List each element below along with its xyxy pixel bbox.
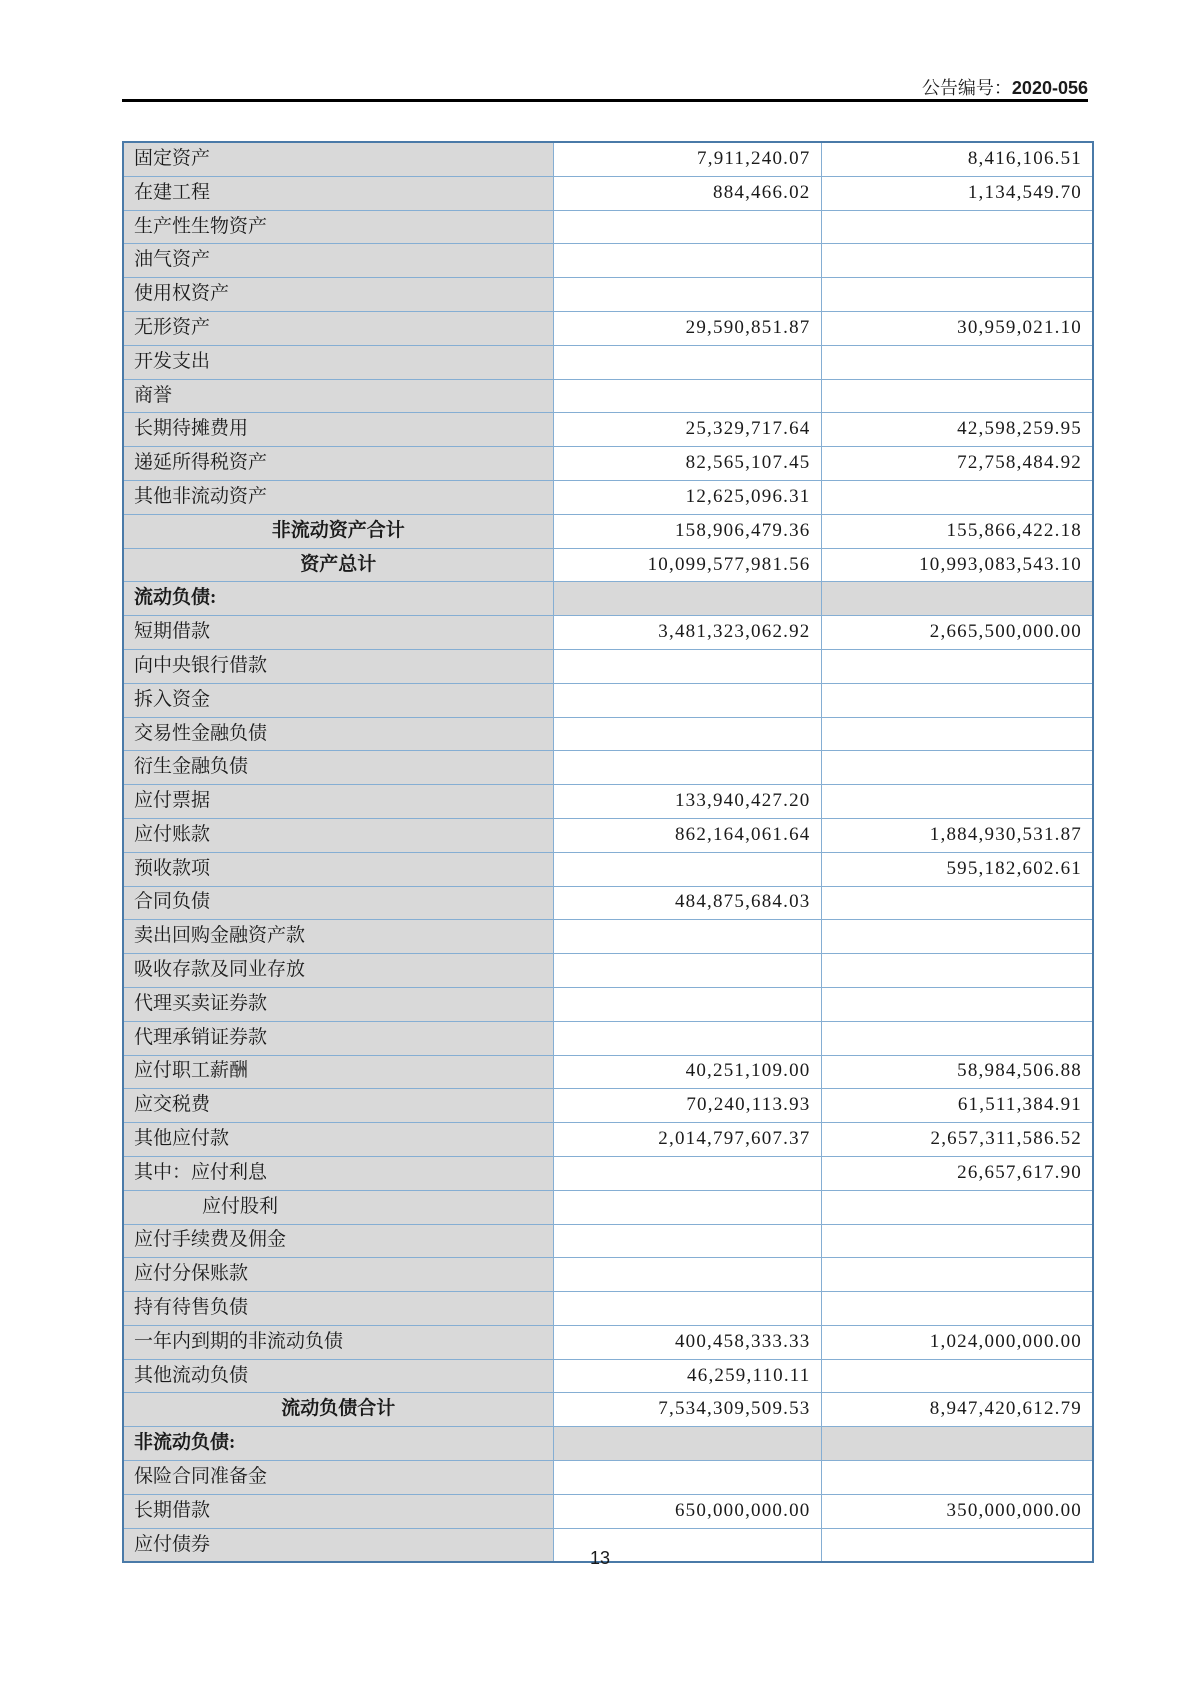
row-value-previous (821, 683, 1093, 717)
row-label: 短期借款 (123, 616, 553, 650)
row-value-previous: 2,657,311,586.52 (821, 1123, 1093, 1157)
row-value-previous (821, 649, 1093, 683)
row-value-previous (821, 345, 1093, 379)
balance-sheet-table (122, 141, 1094, 1563)
row-value-current (553, 582, 821, 616)
row-value-previous (821, 1359, 1093, 1393)
table-row (123, 1292, 1093, 1326)
row-value-current (553, 987, 821, 1021)
row-label: 吸收存款及同业存放 (123, 954, 553, 988)
row-value-current (553, 244, 821, 278)
row-value-previous: 1,134,549.70 (821, 176, 1093, 210)
row-value-current: 40,251,109.00 (553, 1055, 821, 1089)
row-label: 应付股利 (123, 1190, 553, 1224)
row-label: 交易性金融负债 (123, 717, 553, 751)
row-value-previous (821, 751, 1093, 785)
row-value-previous: 61,511,384.91 (821, 1089, 1093, 1123)
row-value-previous (821, 1461, 1093, 1495)
row-value-current: 484,875,684.03 (553, 886, 821, 920)
row-label: 开发支出 (123, 345, 553, 379)
table-row (123, 1021, 1093, 1055)
table-row (123, 1190, 1093, 1224)
row-value-current (553, 683, 821, 717)
row-label: 其他应付款 (123, 1123, 553, 1157)
row-value-current (553, 379, 821, 413)
row-value-current: 884,466.02 (553, 176, 821, 210)
row-label: 应付债券 (123, 1528, 553, 1562)
table-row (123, 1461, 1093, 1495)
table-row (123, 1325, 1093, 1359)
table-row (123, 649, 1093, 683)
row-value-previous (821, 717, 1093, 751)
row-value-current (553, 210, 821, 244)
row-value-current: 7,911,240.07 (553, 142, 821, 176)
row-value-previous: 72,758,484.92 (821, 447, 1093, 481)
table-row (123, 852, 1093, 886)
row-value-previous (821, 886, 1093, 920)
row-value-current: 29,590,851.87 (553, 311, 821, 345)
row-label: 递延所得税资产 (123, 447, 553, 481)
row-value-previous (821, 480, 1093, 514)
row-value-previous: 10,993,083,543.10 (821, 548, 1093, 582)
row-label: 保险合同准备金 (123, 1461, 553, 1495)
row-value-previous (821, 785, 1093, 819)
row-value-previous (821, 244, 1093, 278)
row-label: 长期待摊费用 (123, 413, 553, 447)
row-label: 卖出回购金融资产款 (123, 920, 553, 954)
table-row (123, 345, 1093, 379)
row-value-current: 650,000,000.00 (553, 1494, 821, 1528)
row-value-current (553, 1461, 821, 1495)
row-label: 应付票据 (123, 785, 553, 819)
row-value-previous (821, 1258, 1093, 1292)
row-value-previous: 350,000,000.00 (821, 1494, 1093, 1528)
row-value-current: 70,240,113.93 (553, 1089, 821, 1123)
row-value-current: 46,259,110.11 (553, 1359, 821, 1393)
table-row (123, 751, 1093, 785)
row-label: 非流动资产合计 (123, 514, 553, 548)
row-value-current (553, 954, 821, 988)
table-row (123, 413, 1093, 447)
row-value-current: 400,458,333.33 (553, 1325, 821, 1359)
row-value-previous (821, 987, 1093, 1021)
row-value-previous: 1,884,930,531.87 (821, 818, 1093, 852)
row-label: 固定资产 (123, 142, 553, 176)
row-label: 商誉 (123, 379, 553, 413)
row-label: 其他流动负债 (123, 1359, 553, 1393)
row-value-previous (821, 1224, 1093, 1258)
table-row (123, 818, 1093, 852)
table-row (123, 244, 1093, 278)
row-value-current (553, 920, 821, 954)
row-value-current (553, 1292, 821, 1326)
row-value-current (553, 717, 821, 751)
row-value-current (553, 1190, 821, 1224)
row-value-current (553, 1258, 821, 1292)
row-value-previous (821, 1021, 1093, 1055)
row-label: 应付账款 (123, 818, 553, 852)
table-row (123, 717, 1093, 751)
row-label: 一年内到期的非流动负债 (123, 1325, 553, 1359)
row-value-current: 862,164,061.64 (553, 818, 821, 852)
table-row (123, 920, 1093, 954)
table-row (123, 616, 1093, 650)
row-value-previous: 595,182,602.61 (821, 852, 1093, 886)
row-value-previous: 42,598,259.95 (821, 413, 1093, 447)
row-label: 代理承销证券款 (123, 1021, 553, 1055)
row-value-previous (821, 1190, 1093, 1224)
table-row (123, 447, 1093, 481)
table-row (123, 480, 1093, 514)
row-label: 应付手续费及佣金 (123, 1224, 553, 1258)
row-label: 代理买卖证券款 (123, 987, 553, 1021)
table-row (123, 514, 1093, 548)
row-label: 应交税费 (123, 1089, 553, 1123)
row-value-previous: 8,416,106.51 (821, 142, 1093, 176)
row-label: 生产性生物资产 (123, 210, 553, 244)
table-row (123, 142, 1093, 176)
table-row (123, 1156, 1093, 1190)
row-label: 非流动负债: (123, 1427, 553, 1461)
row-value-previous: 1,024,000,000.00 (821, 1325, 1093, 1359)
row-value-current: 25,329,717.64 (553, 413, 821, 447)
row-label: 合同负债 (123, 886, 553, 920)
row-label: 衍生金融负债 (123, 751, 553, 785)
balance-sheet-body (123, 142, 1093, 1562)
row-label: 向中央银行借款 (123, 649, 553, 683)
row-value-previous (821, 278, 1093, 312)
row-value-previous: 155,866,422.18 (821, 514, 1093, 548)
row-value-current: 3,481,323,062.92 (553, 616, 821, 650)
table-row (123, 1123, 1093, 1157)
row-value-current (553, 1224, 821, 1258)
row-label: 在建工程 (123, 176, 553, 210)
table-row (123, 278, 1093, 312)
table-row (123, 987, 1093, 1021)
row-value-current: 2,014,797,607.37 (553, 1123, 821, 1157)
table-row (123, 1224, 1093, 1258)
row-label: 应付职工薪酬 (123, 1055, 553, 1089)
row-value-current: 133,940,427.20 (553, 785, 821, 819)
row-value-previous: 2,665,500,000.00 (821, 616, 1093, 650)
row-label: 长期借款 (123, 1494, 553, 1528)
table-row (123, 886, 1093, 920)
table-row (123, 683, 1093, 717)
table-row (123, 548, 1093, 582)
row-value-previous (821, 920, 1093, 954)
row-value-previous: 30,959,021.10 (821, 311, 1093, 345)
row-label: 持有待售负债 (123, 1292, 553, 1326)
table-row (123, 1427, 1093, 1461)
row-value-previous (821, 1292, 1093, 1326)
row-value-current (553, 345, 821, 379)
row-value-current: 158,906,479.36 (553, 514, 821, 548)
row-label: 资产总计 (123, 548, 553, 582)
table-row (123, 210, 1093, 244)
table-row (123, 785, 1093, 819)
row-value-previous (821, 379, 1093, 413)
table-row (123, 1359, 1093, 1393)
row-value-current (553, 1021, 821, 1055)
table-row (123, 176, 1093, 210)
row-value-previous (821, 210, 1093, 244)
row-value-previous (821, 582, 1093, 616)
row-label: 拆入资金 (123, 683, 553, 717)
row-label: 应付分保账款 (123, 1258, 553, 1292)
row-value-previous: 58,984,506.88 (821, 1055, 1093, 1089)
page-number: 13 (589, 1548, 611, 1568)
row-value-current (553, 852, 821, 886)
row-value-current: 10,099,577,981.56 (553, 548, 821, 582)
row-value-previous: 26,657,617.90 (821, 1156, 1093, 1190)
row-value-previous (821, 954, 1093, 988)
row-value-current (553, 278, 821, 312)
row-label: 使用权资产 (123, 278, 553, 312)
row-value-current (553, 1427, 821, 1461)
row-label: 其中：应付利息 (123, 1156, 553, 1190)
table-row (123, 582, 1093, 616)
table-row (123, 379, 1093, 413)
table-row (123, 311, 1093, 345)
row-value-current: 12,625,096.31 (553, 480, 821, 514)
announcement-number (122, 74, 1088, 100)
row-value-current: 7,534,309,509.53 (553, 1393, 821, 1427)
table-row (123, 1494, 1093, 1528)
row-value-previous: 8,947,420,612.79 (821, 1393, 1093, 1427)
table-row (123, 1089, 1093, 1123)
table-row (123, 1393, 1093, 1427)
announcement-number-label: 公告编号： (921, 78, 1012, 98)
row-label: 其他非流动资产 (123, 480, 553, 514)
row-value-current (553, 649, 821, 683)
header-divider-rule (122, 99, 1088, 102)
row-value-current: 82,565,107.45 (553, 447, 821, 481)
announcement-number-value: 2020-056 (1011, 78, 1088, 98)
row-label: 油气资产 (123, 244, 553, 278)
row-value-current (553, 751, 821, 785)
row-label: 流动负债: (123, 582, 553, 616)
row-label: 预收款项 (123, 852, 553, 886)
table-row (123, 1055, 1093, 1089)
table-row (123, 954, 1093, 988)
table-row (123, 1258, 1093, 1292)
row-label: 流动负债合计 (123, 1393, 553, 1427)
row-value-previous (821, 1427, 1093, 1461)
row-value-current (553, 1156, 821, 1190)
row-label: 无形资产 (123, 311, 553, 345)
